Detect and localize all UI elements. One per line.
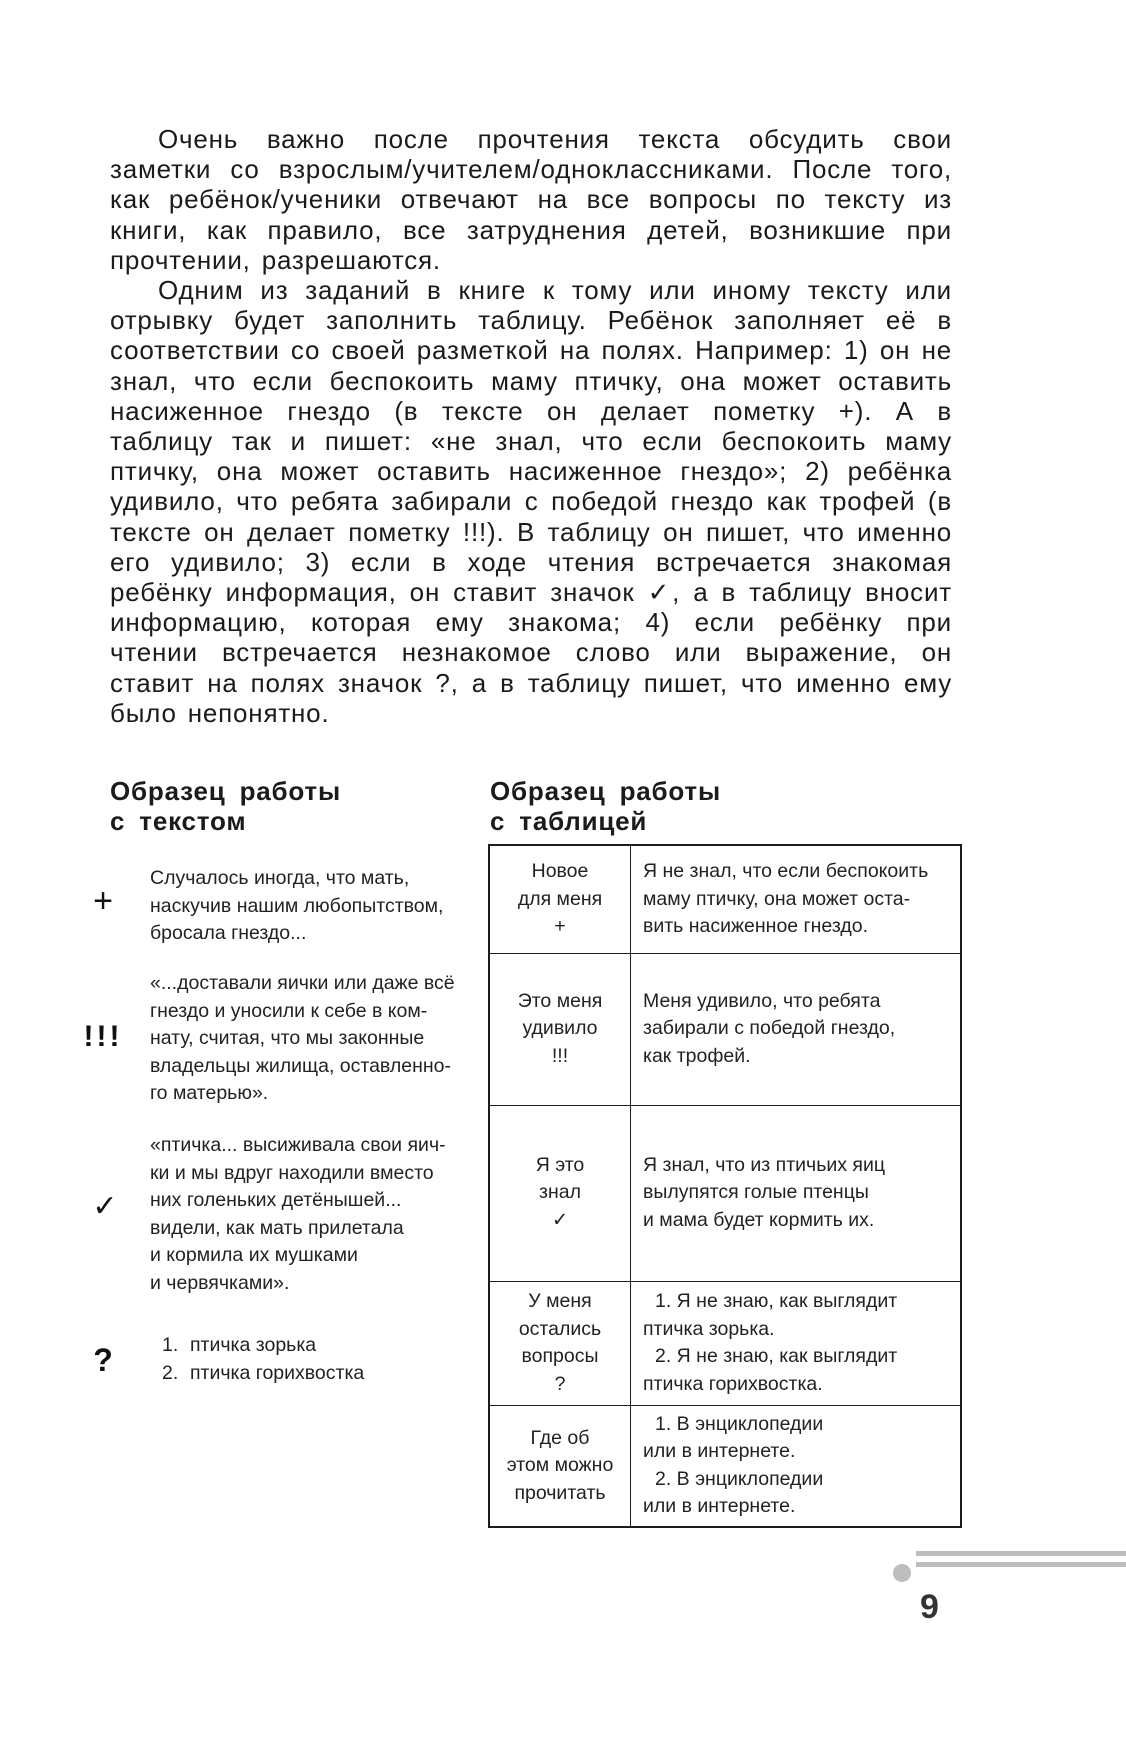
paragraph: Очень важно после прочтения текста обсудить свои заметки со взрослым/учителем/одноклассниками. После того, как ребёнок/ученики отвечают на все вопросы по тексту из книги, как правило, все затруднения детей, возникшие при прочтении, разрешаются. [110,124,952,275]
footer-rule [916,1562,1126,1567]
excerpt-line: нату, считая, что мы законные [150,1027,425,1049]
excerpt-line: владельцы жилища, оставленно- [150,1054,451,1077]
excerpt-surprise [150,970,480,1108]
heading-line: с таблицей [490,806,648,836]
cell-line: как трофей. [643,1044,751,1067]
exclamation-marker: !!! [83,1020,123,1053]
cell-line: вить насиженное гнездо. [643,915,869,937]
cell-line: этом можно [506,1454,614,1476]
table-row [489,953,961,1105]
excerpt-line: гнездо и уносили к себе в ком- [150,999,428,1022]
cell-line: удивило [522,1017,598,1040]
cell-line: Это меня [517,989,603,1012]
questions-list [162,1332,364,1387]
page-number: 9 [920,1588,939,1626]
cell-line: забирали с победой гнездо, [643,1017,896,1040]
category-cell [489,953,631,1105]
category-cell [489,1281,631,1405]
cell-line: ✓ [551,1208,569,1231]
table-sample-heading [490,776,721,836]
cell-line: + [554,915,566,937]
cell-line: !!! [551,1044,569,1067]
excerpt-new [150,865,480,948]
answer-cell [631,1281,962,1405]
excerpt-line: «...доставали яички или даже всё [150,972,455,994]
cell-line: остались [518,1317,602,1340]
answer-cell [631,953,962,1105]
answer-cell [631,1405,962,1527]
list-text: птичка зорька [190,1334,317,1356]
sample-table [488,844,962,1528]
table-row [489,1281,961,1405]
answer-cell [631,1105,962,1281]
excerpt-line: ки и мы вдруг находили вместо [150,1161,434,1184]
cell-line: птичка горихвостка. [643,1372,823,1395]
cell-line: вопросы [521,1345,599,1367]
cell-line: для меня [517,887,603,910]
table-row [489,1405,961,1527]
cell-line: Меня удивило, что ребята [643,989,881,1012]
body-text [110,124,952,728]
heading-line: Образец работы [110,776,341,806]
heading-line: с текстом [110,806,247,836]
cell-line: Где об [530,1426,590,1449]
answer-cell [631,845,962,953]
list-item [162,1332,364,1360]
cell-line: и мама будет кормить их. [643,1208,875,1231]
cell-line: или в интернете. [643,1495,796,1518]
excerpt-known [150,1132,480,1297]
cell-line: знал [539,1181,581,1204]
heading-line: Образец работы [490,776,721,806]
cell-line: 2. В энциклопедии [655,1467,824,1490]
plus-marker: + [93,882,113,920]
category-cell [489,1105,631,1281]
footer-rule [916,1551,1126,1556]
excerpt-line: Случалось иногда, что мать, [150,867,410,889]
checkmark-marker: ✓ [92,1190,118,1223]
table-row [489,1105,961,1281]
cell-line: птичка зорька. [643,1317,775,1340]
list-text: птичка горихвостка [190,1361,365,1384]
table-row [489,845,961,953]
text-sample-heading [110,776,341,836]
list-number: 2. [162,1361,179,1384]
cell-line: Я это [535,1153,585,1176]
cell-line: или в интернете. [643,1440,796,1463]
footer-dot [893,1564,911,1582]
excerpt-line: го матерью». [150,1082,269,1104]
excerpt-line: наскучив нашим любопытством, [150,894,444,917]
excerpt-line: видели, как мать прилетала [150,1216,404,1239]
cell-line: Я знал, что из птичьих яиц [643,1153,886,1176]
cell-line: Я не знал, что если беспокоить [643,860,929,882]
cell-line: ? [554,1372,566,1395]
question-marker: ? [93,1342,113,1378]
paragraph: Одним из заданий в книге к тому или иному тексту или отрывку будет заполнить таблицу. Ребёнок заполняет её в соответствии со своей разметкой на полях. Например: 1) он не знал, что если беспокоить маму птичку, она может оставить насиженное гнездо (в тексте он делает пометку +). А в таблицу так и пишет: «не знал, что если беспокоить маму птичку, она может оставить насиженное гнездо»; 2) ребёнка удивило, что ребята забирали с победой гнездо как трофей (в тексте он делает пометку !!!). В таблицу он пишет, что именно его удивило; 3) если в ходе чтения встречается знакомая ребёнку информация, он ставит значок ✓, а в таблицу вносит информацию, которая ему знакома; 4) если ребёнку при чтении встречается незнакомое слово или выражение, он ставит на полях значок ?, а в таблицу пишет, что именно ему было непонятно. [110,275,952,728]
excerpt-line: и червячками». [150,1271,290,1294]
category-cell [489,1405,631,1527]
category-cell [489,845,631,953]
excerpt-line: них голеньких детёнышей... [150,1189,402,1211]
cell-line: прочитать [514,1481,606,1504]
cell-line: У меня [528,1290,592,1312]
cell-line: 1. Я не знаю, как выглядит [655,1290,898,1312]
excerpt-line: и кормила их мушками [150,1244,358,1266]
list-number: 1. [162,1334,179,1356]
excerpt-line: «птичка... высиживала свои яич- [150,1134,446,1156]
cell-line: маму птичку, она может оста- [643,887,911,910]
excerpt-line: бросала гнездо... [150,922,307,944]
cell-line: 2. Я не знаю, как выглядит [655,1345,898,1367]
cell-line: вылупятся голые птенцы [643,1181,869,1204]
list-item [162,1360,364,1388]
cell-line: Новое [531,860,589,882]
cell-line: 1. В энциклопедии [655,1412,824,1435]
